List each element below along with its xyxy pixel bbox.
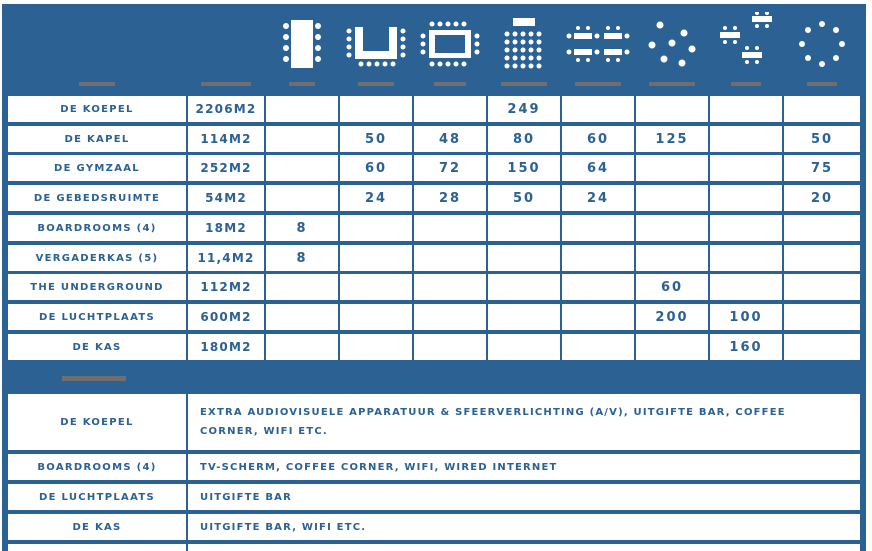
header-divider bbox=[807, 82, 837, 86]
facility-description: UITGIFTE BAR, WIFI ETC. bbox=[188, 514, 860, 540]
room-area-cell: 114M2 bbox=[188, 126, 264, 152]
capacity-cell: 60 bbox=[562, 126, 634, 152]
capacity-cell: 20 bbox=[784, 185, 860, 211]
capacity-cell bbox=[784, 304, 860, 330]
capacity-cell bbox=[636, 185, 708, 211]
capacity-cell: 249 bbox=[488, 96, 560, 122]
capacity-cell: 24 bbox=[340, 185, 412, 211]
room-name-cell: DE GEBEDSRUIMTE bbox=[8, 185, 186, 211]
boardroom-layout-icon bbox=[266, 14, 338, 74]
room-area-cell: 252M2 bbox=[188, 155, 264, 181]
capacity-cell bbox=[266, 274, 338, 300]
classroom-layout-icon bbox=[562, 14, 634, 74]
facility-description: EXTRA AUDIOVISUELE APPARATUUR & SFEERVERLICHTING (A/V), UITGIFTE BAR, COFFEE CORNER, WIFI ETC. bbox=[188, 394, 860, 450]
header-divider bbox=[501, 82, 547, 86]
capacity-cell bbox=[414, 334, 486, 360]
section-divider bbox=[62, 376, 126, 381]
room-area-cell: 18M2 bbox=[188, 215, 264, 241]
header-theater-column bbox=[488, 4, 560, 94]
capacity-cell bbox=[636, 245, 708, 271]
capacity-cell: 72 bbox=[414, 155, 486, 181]
capacity-cell bbox=[340, 334, 412, 360]
theater-layout-icon bbox=[488, 14, 560, 74]
header-divider bbox=[358, 82, 394, 86]
header-cabaret-column bbox=[636, 4, 708, 94]
header-boardroom-column bbox=[266, 4, 338, 94]
capacity-cell bbox=[784, 96, 860, 122]
capacity-cell bbox=[266, 334, 338, 360]
capacity-cell bbox=[710, 215, 782, 241]
capacity-cell bbox=[340, 215, 412, 241]
capacity-cell bbox=[414, 96, 486, 122]
capacity-cell bbox=[340, 274, 412, 300]
room-name-cell: BOARDROOMS (4) bbox=[8, 215, 186, 241]
header-reception-column bbox=[784, 4, 860, 94]
capacity-cell bbox=[562, 96, 634, 122]
room-area-cell: 112M2 bbox=[188, 274, 264, 300]
header-u-shape-column bbox=[340, 4, 412, 94]
capacity-cell bbox=[340, 245, 412, 271]
capacity-cell bbox=[636, 96, 708, 122]
layout-icons-header bbox=[2, 4, 866, 94]
capacity-cell bbox=[636, 155, 708, 181]
capacity-cell bbox=[488, 334, 560, 360]
capacity-cell: 64 bbox=[562, 155, 634, 181]
capacity-cell: 28 bbox=[414, 185, 486, 211]
capacity-cell bbox=[562, 215, 634, 241]
facility-room-name: DE LUCHTPLAATS bbox=[8, 484, 186, 510]
capacity-cell bbox=[414, 245, 486, 271]
facility-description: TV-SCHERM, COFFEE CORNER, WIFI, WIRED INTERNET bbox=[188, 454, 860, 480]
capacity-cell bbox=[710, 185, 782, 211]
facility-description: UITGIFTE BAR bbox=[188, 484, 860, 510]
capacity-cell: 75 bbox=[784, 155, 860, 181]
banquet-layout-icon bbox=[710, 14, 782, 74]
room-name-cell: DE KAS bbox=[8, 334, 186, 360]
room-name-cell: DE GYMZAAL bbox=[8, 155, 186, 181]
capacity-cell bbox=[414, 304, 486, 330]
capacity-cell: 50 bbox=[488, 185, 560, 211]
capacity-cell: 200 bbox=[636, 304, 708, 330]
room-name-cell: VERGADERKAS (5) bbox=[8, 245, 186, 271]
capacity-cell: 48 bbox=[414, 126, 486, 152]
room-name-cell: THE UNDERGROUND bbox=[8, 274, 186, 300]
header-area-column bbox=[188, 4, 264, 94]
capacity-cell bbox=[488, 274, 560, 300]
header-divider bbox=[649, 82, 695, 86]
capacity-cell bbox=[266, 155, 338, 181]
header-divider bbox=[79, 82, 115, 86]
capacity-cell: 150 bbox=[488, 155, 560, 181]
capacity-cell bbox=[562, 274, 634, 300]
u-shape-layout-icon bbox=[340, 14, 412, 74]
capacity-cell bbox=[784, 245, 860, 271]
header-divider bbox=[731, 82, 761, 86]
facility-room-name: BOARDROOMS (4) bbox=[8, 454, 186, 480]
capacity-cell bbox=[710, 126, 782, 152]
room-area-cell: 2206M2 bbox=[188, 96, 264, 122]
capacity-cell: 100 bbox=[710, 304, 782, 330]
capacity-cell bbox=[414, 215, 486, 241]
capacity-cell bbox=[710, 274, 782, 300]
capacity-cell bbox=[784, 215, 860, 241]
header-hollow-square-column bbox=[414, 4, 486, 94]
room-name-cell: DE LUCHTPLAATS bbox=[8, 304, 186, 330]
capacity-cell bbox=[340, 304, 412, 330]
capacity-cell bbox=[636, 215, 708, 241]
capacity-cell bbox=[488, 215, 560, 241]
capacity-cell: 60 bbox=[340, 155, 412, 181]
room-area-cell: 11,4M2 bbox=[188, 245, 264, 271]
facility-room-name bbox=[8, 544, 186, 551]
capacity-cell bbox=[562, 245, 634, 271]
capacity-cell: 50 bbox=[340, 126, 412, 152]
capacity-cell bbox=[266, 126, 338, 152]
capacity-cell bbox=[636, 334, 708, 360]
header-name-column bbox=[8, 4, 186, 94]
room-name-cell: DE KAPEL bbox=[8, 126, 186, 152]
capacity-cell bbox=[266, 304, 338, 330]
reception-circle-layout-icon bbox=[784, 14, 860, 74]
room-name-cell: DE KOEPEL bbox=[8, 96, 186, 122]
venue-capacity-table bbox=[2, 4, 866, 551]
capacity-cell bbox=[710, 155, 782, 181]
header-divider bbox=[201, 82, 251, 86]
header-divider bbox=[575, 82, 621, 86]
capacity-cell: 8 bbox=[266, 215, 338, 241]
capacity-cell bbox=[710, 245, 782, 271]
capacity-cell bbox=[562, 334, 634, 360]
room-area-cell: 54M2 bbox=[188, 185, 264, 211]
capacity-cell: 8 bbox=[266, 245, 338, 271]
capacity-cell: 24 bbox=[562, 185, 634, 211]
capacity-cell: 160 bbox=[710, 334, 782, 360]
capacity-cell bbox=[414, 274, 486, 300]
capacity-cell bbox=[266, 185, 338, 211]
capacity-cell bbox=[710, 96, 782, 122]
facility-room-name: DE KAS bbox=[8, 514, 186, 540]
capacity-cell bbox=[488, 304, 560, 330]
header-divider bbox=[434, 82, 466, 86]
capacity-cell: 50 bbox=[784, 126, 860, 152]
capacity-cell bbox=[784, 274, 860, 300]
room-area-cell: 600M2 bbox=[188, 304, 264, 330]
header-banquet-column bbox=[710, 4, 782, 94]
header-divider bbox=[289, 82, 315, 86]
capacity-cell: 125 bbox=[636, 126, 708, 152]
facility-description bbox=[188, 544, 860, 551]
capacity-cell bbox=[340, 96, 412, 122]
capacity-cell: 60 bbox=[636, 274, 708, 300]
room-area-cell: 180M2 bbox=[188, 334, 264, 360]
capacity-cell bbox=[488, 245, 560, 271]
header-classroom-column bbox=[562, 4, 634, 94]
capacity-cell bbox=[562, 304, 634, 330]
facility-room-name: DE KOEPEL bbox=[8, 394, 186, 450]
capacity-cell bbox=[266, 96, 338, 122]
hollow-square-layout-icon bbox=[414, 14, 486, 74]
capacity-cell: 80 bbox=[488, 126, 560, 152]
capacity-cell bbox=[784, 334, 860, 360]
cabaret-layout-icon bbox=[636, 14, 708, 74]
